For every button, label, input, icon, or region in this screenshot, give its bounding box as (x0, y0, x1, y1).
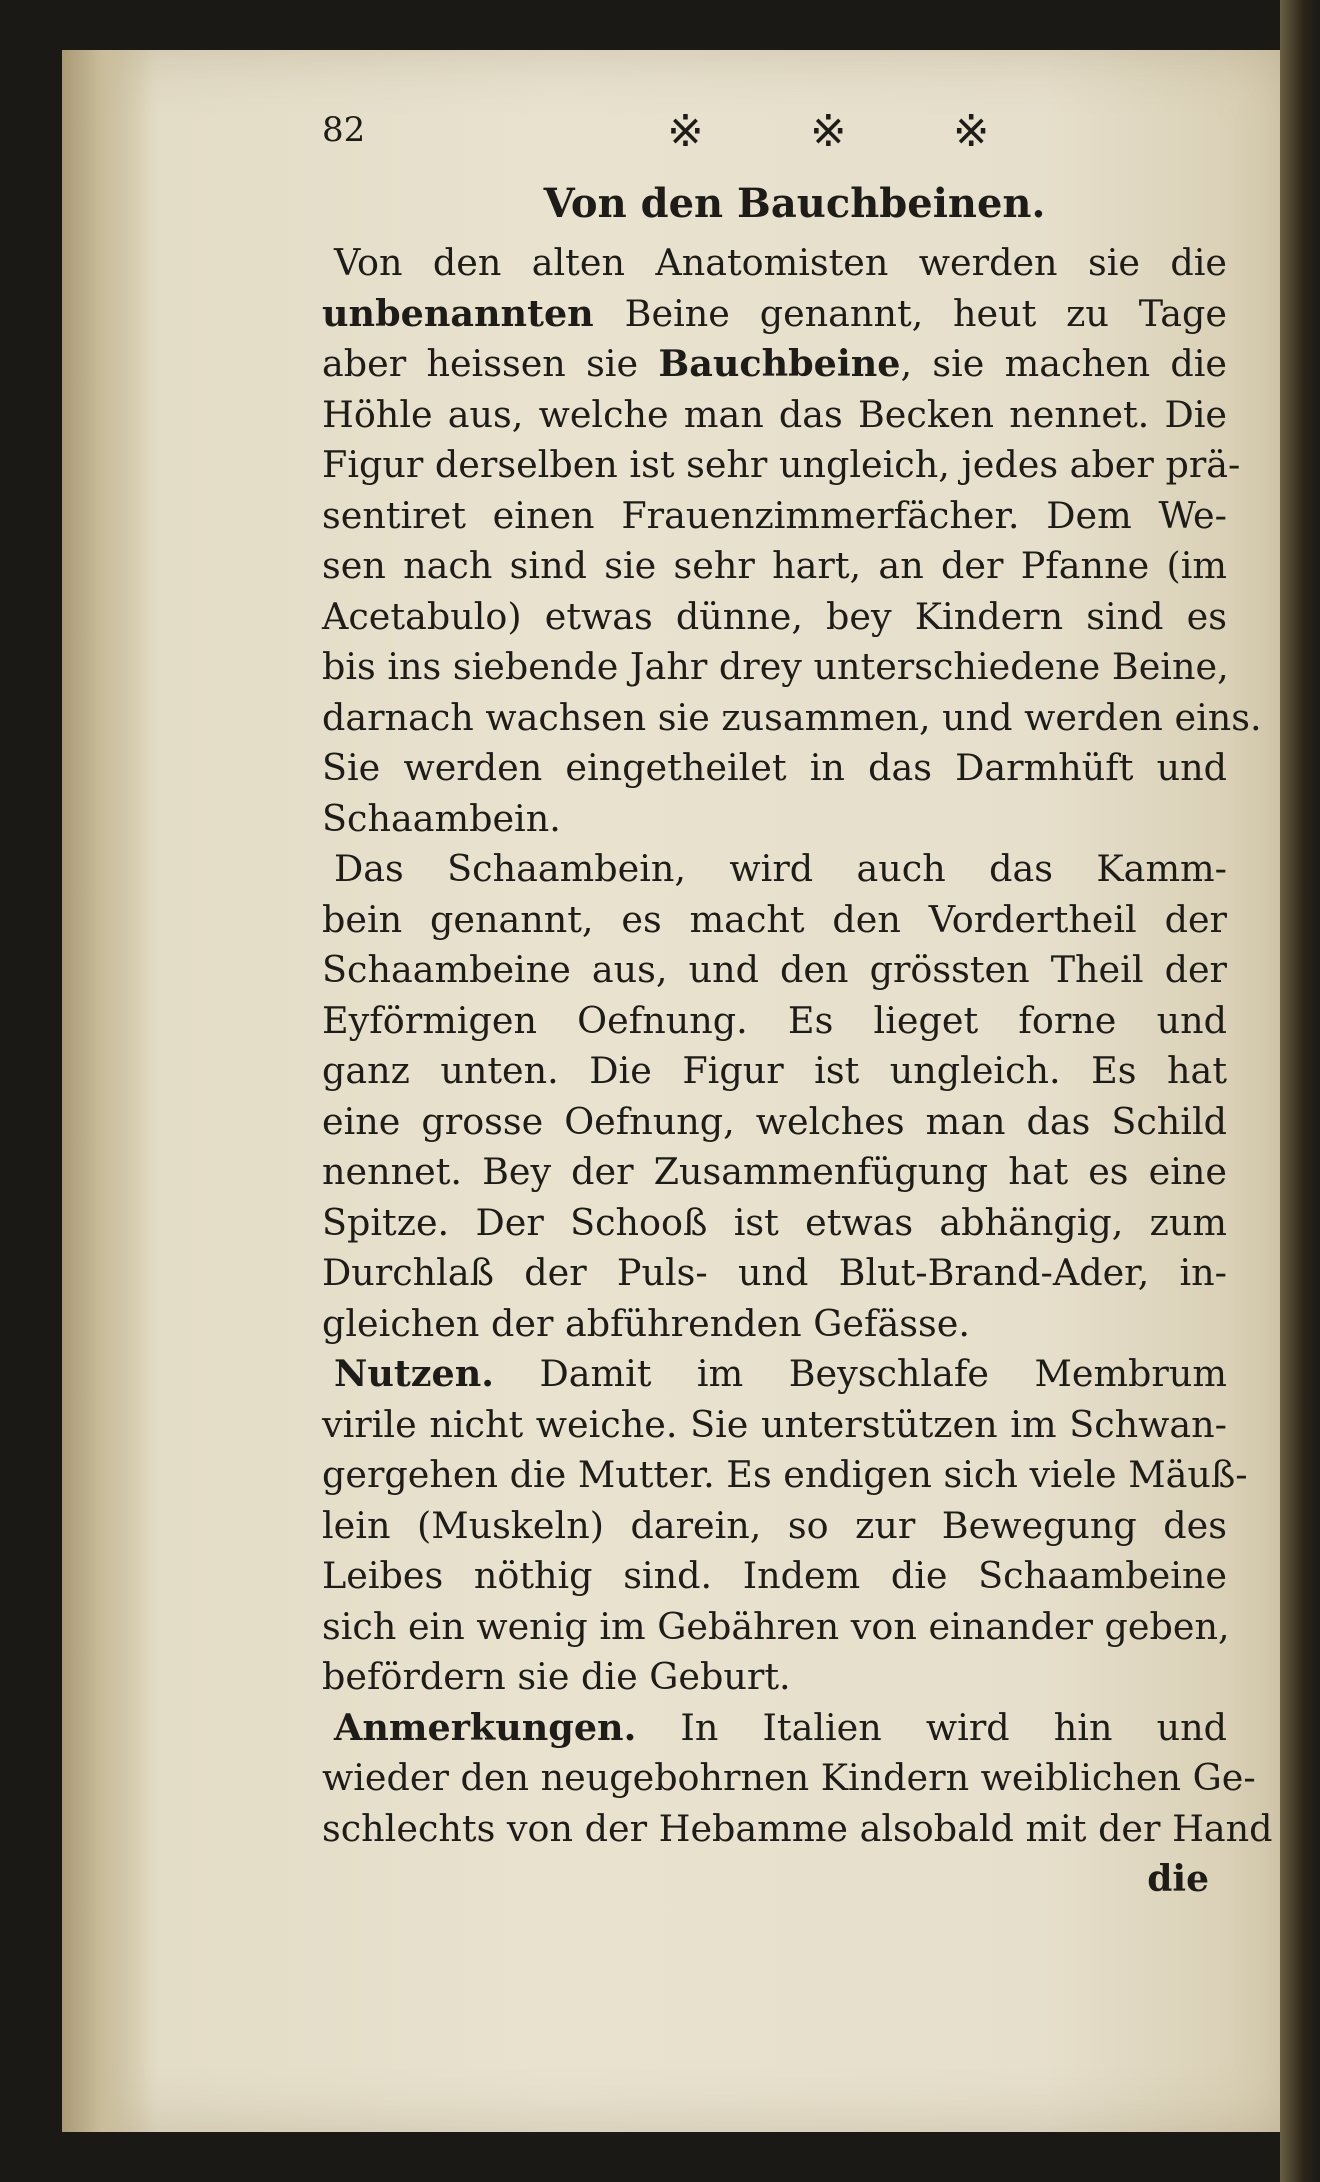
catchword: die (1147, 1858, 1209, 1900)
text-line (322, 895, 1227, 946)
text-run: Acetabulo) etwas dünne, bey Kindern sind es (322, 594, 1227, 638)
emphasized-term: unbenannten (322, 291, 625, 335)
text-run: Figur derselben ist sehr ungleich, jedes aber prä- (322, 443, 1241, 486)
text-line (322, 1400, 1227, 1451)
text-run: Spitze. Der Schooß ist etwas abhängig, zum (322, 1200, 1227, 1244)
text-line (322, 339, 1227, 390)
text-run: sich ein wenig im Gebähren von einander geben, (322, 1604, 1230, 1648)
text-line (322, 1652, 1227, 1703)
text-line (322, 1551, 1227, 1602)
text-line (322, 1753, 1256, 1804)
running-header (322, 106, 1227, 170)
text-line (322, 1703, 1227, 1754)
text-line (322, 440, 1241, 491)
header-ornaments: ※ ※ ※ (667, 106, 1036, 157)
text-line (322, 1299, 1227, 1350)
emphasized-term: Nutzen. (334, 1352, 494, 1395)
text-run: Von den alten Anatomisten werden sie die (334, 241, 1227, 284)
text-run: bein genannt, es macht den Vordertheil der (322, 897, 1227, 941)
text-line (322, 238, 1227, 289)
text-run: bis ins siebende Jahr drey unterschiedene Beine, (322, 645, 1229, 688)
text-run: Damit im Beyschlafe Membrum (493, 1352, 1227, 1395)
text-line (322, 945, 1227, 996)
text-run: Sie werden eingetheilet in das Darmhüft und (322, 746, 1227, 789)
emphasized-term: Anmerkungen. (334, 1705, 637, 1749)
emphasized-term: Bauchbeine (658, 342, 901, 385)
text-line (322, 1450, 1248, 1501)
text-run: Beine genannt, heut zu Tage (624, 291, 1227, 335)
text-run: Schaambeine aus, und den grössten Theil der (322, 948, 1227, 991)
text-run: darnach wachsen sie zusammen, und werden eins. (322, 695, 1262, 739)
text-line (322, 541, 1227, 592)
text-run: Leibes nöthig sind. Indem die Schaambeine (322, 1554, 1227, 1597)
text-line (322, 1147, 1227, 1198)
text-run: sen nach sind sie sehr hart, an der Pfanne (im (322, 544, 1227, 587)
text-line (322, 844, 1227, 895)
text-line (322, 1198, 1227, 1249)
text-run: befördern sie die Geburt. (322, 1655, 791, 1698)
page-number: 82 (322, 110, 366, 150)
text-line (322, 642, 1227, 693)
text-run: Durchlaß der Puls- und Blut-Brand-Ader, in- (322, 1251, 1227, 1294)
book-edge (1280, 0, 1320, 2182)
text-line (322, 390, 1227, 441)
section-title: Von den Bauchbeinen. (543, 180, 1046, 227)
text-run: sentiret einen Frauenzimmerfächer. Dem We- (322, 493, 1227, 537)
text-run: Schaambein. (322, 796, 561, 840)
text-run: schlechts von der Hebamme alsobald mit der Hand (322, 1806, 1273, 1850)
text-run: Eyförmigen Oefnung. Es lieget forne und (322, 998, 1227, 1042)
text-run: virile nicht weiche. Sie unterstützen im Schwan- (322, 1402, 1227, 1446)
text-line (322, 1804, 1273, 1855)
text-line (322, 491, 1227, 542)
text-line (322, 1248, 1227, 1299)
text-run: Das Schaambein, wird auch das Kamm- (334, 847, 1227, 890)
text-run: aber heissen sie (322, 342, 659, 385)
text-line (322, 996, 1227, 1047)
text-run: Höhle aus, welche man das Becken nennet. Die (322, 392, 1227, 436)
text-line (322, 592, 1227, 643)
page-binding-edge (62, 50, 152, 2132)
text-run: eine grosse Oefnung, welches man das Schild (322, 1099, 1227, 1143)
text-run: gergehen die Mutter. Es endigen sich viele Mäuß- (322, 1453, 1248, 1496)
text-line (322, 693, 1262, 744)
text-run: nennet. Bey der Zusammenfügung hat es eine (322, 1150, 1227, 1193)
text-line (322, 743, 1227, 794)
text-line (322, 794, 1227, 845)
text-run: ganz unten. Die Figur ist ungleich. Es hat (322, 1049, 1227, 1092)
text-run: gleichen der abführenden Gefässe. (322, 1301, 970, 1345)
text-line (322, 1602, 1230, 1653)
text-line (322, 1349, 1227, 1400)
text-line (322, 1097, 1227, 1148)
text-line (322, 1046, 1227, 1097)
text-run: wieder den neugebohrnen Kindern weiblichen Ge- (322, 1756, 1256, 1799)
text-run: , sie machen die (900, 342, 1227, 385)
page-text-block (322, 106, 1273, 1904)
text-line (322, 289, 1227, 340)
text-run: In Italien wird hin und (636, 1705, 1227, 1749)
text-line (322, 1501, 1227, 1552)
text-run: lein (Muskeln) darein, so zur Bewegung des (322, 1503, 1227, 1547)
body-text (322, 238, 1273, 1854)
